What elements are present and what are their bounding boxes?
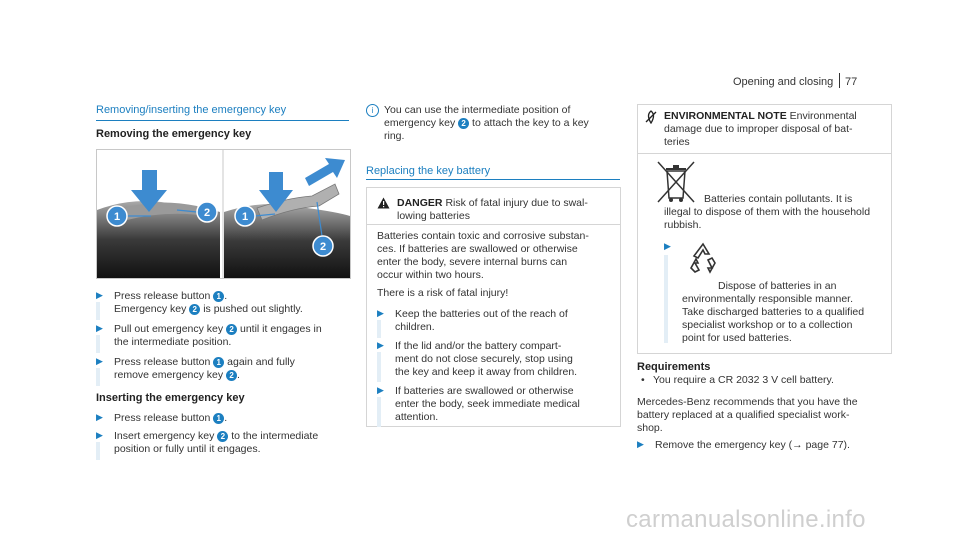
pull-arrow-icon: [305, 158, 345, 186]
section-rule: [96, 120, 349, 121]
danger-box: DANGER Risk of fatal injury due to swal- lowing batteries Batteries contain toxic and corrosive substan- ces. If batteries are swallowed or otherwise enter the body, severe internal burns can occur within two hours. There is a risk of fatal injury! ▶ Keep the batteries out of the reach of children. ▶ If the lid and/or the battery compart- ment do not close securely, stop using the key and keep it away from children. ▶ If batteries are swallowed or otherwise enter the body, seek immediate medical attention.: [366, 187, 621, 427]
heading-requirements: Requirements: [637, 361, 711, 373]
step-arrow-icon: ▶: [96, 356, 103, 366]
section-title-removing-inserting: Removing/inserting the emergency key: [96, 104, 287, 116]
step-arrow-icon: ▶: [96, 412, 103, 422]
danger-label: DANGER: [397, 197, 443, 209]
step-arrow-icon: ▶: [664, 241, 671, 251]
remove-key-step: ▶ Remove the emergency key (→ page 77).: [637, 439, 850, 451]
info-note: i You can use the intermediate position of emergency key 2 to attach the key to a key ring.: [366, 104, 619, 154]
requirement-item: You require a CR 2032 3 V cell battery.: [653, 374, 834, 386]
header-section-title: Opening and closing: [733, 76, 834, 88]
svg-text:2: 2: [203, 207, 211, 219]
page-number: 77: [845, 76, 858, 88]
danger-steps: ▶ Keep the batteries out of the reach of children. ▶ If the lid and/or the battery compart- ment do not close securely, stop using the key and keep it away from children. ▶ If batteries are swallowed or otherwise enter the body, seek immediate medical attention.: [377, 308, 612, 418]
key-illustration-svg: [97, 150, 350, 278]
danger-body: Batteries contain toxic and corrosive substan- ces. If batteries are swallowed or otherwise enter the body, severe internal burns can occur within two hours. There is a risk of fatal injury!: [377, 230, 589, 299]
recommendation-paragraph: Mercedes-Benz recommends that you have the battery replaced at a qualified specialist work- shop.: [637, 396, 858, 435]
page-reference-link[interactable]: page 77).: [802, 439, 850, 451]
requirement-bullet: •: [641, 374, 645, 386]
svg-text:1: 1: [241, 211, 249, 223]
section-rule: [366, 179, 620, 180]
running-header: [733, 76, 833, 90]
header-divider: [839, 73, 840, 88]
crossed-bin-icon: [656, 160, 696, 208]
heading-inserting: Inserting the emergency key: [96, 392, 245, 404]
key-illustration: [96, 149, 351, 279]
heading-removing: Removing the emergency key: [96, 128, 252, 140]
step-arrow-icon: ▶: [377, 385, 384, 395]
recycle-icon: [686, 241, 720, 279]
inserting-steps: ▶ Press release button 1 . ▶ Insert emergency key 2 to the intermediate position or fully until it engages.: [96, 412, 349, 462]
step-arrow-icon: ▶: [377, 340, 384, 350]
environmental-box: ENVIRONMENTAL NOTE Environmental damage due to improper disposal of bat- teries Batteries contain pollutants. It is illegal to dispose of them with the household rubbish. ▶ Dispose of batteries in an environmentally responsible manner. Take discharged batteries to a qualified specialist workshop or to a collection point for used batteries.: [637, 104, 892, 354]
svg-text:1: 1: [113, 211, 121, 223]
environmental-label: ENVIRONMENTAL NOTE: [664, 110, 787, 122]
step-arrow-icon: ▶: [96, 290, 103, 300]
page-ref-arrow-icon: →: [792, 439, 803, 451]
watermark: carmanualsonline.info: [626, 506, 866, 533]
step-arrow-icon: ▶: [96, 430, 103, 440]
step-arrow-icon: ▶: [377, 308, 384, 318]
step-arrow-icon: ▶: [637, 439, 644, 449]
warning-triangle-icon: [377, 197, 390, 213]
info-icon: i: [366, 104, 379, 117]
section-title-replacing: Replacing the key battery: [366, 165, 491, 177]
step-arrow-icon: ▶: [96, 323, 103, 333]
no-leaf-icon: [644, 110, 658, 128]
removing-steps: ▶ Press release button 1 . Emergency key 2 is pushed out slightly. ▶ Pull out emergency key 2 until it engages in the intermediate position. ▶ Press release button 1 again and fully remove emergency key 2 .: [96, 290, 349, 385]
svg-text:2: 2: [319, 241, 327, 253]
